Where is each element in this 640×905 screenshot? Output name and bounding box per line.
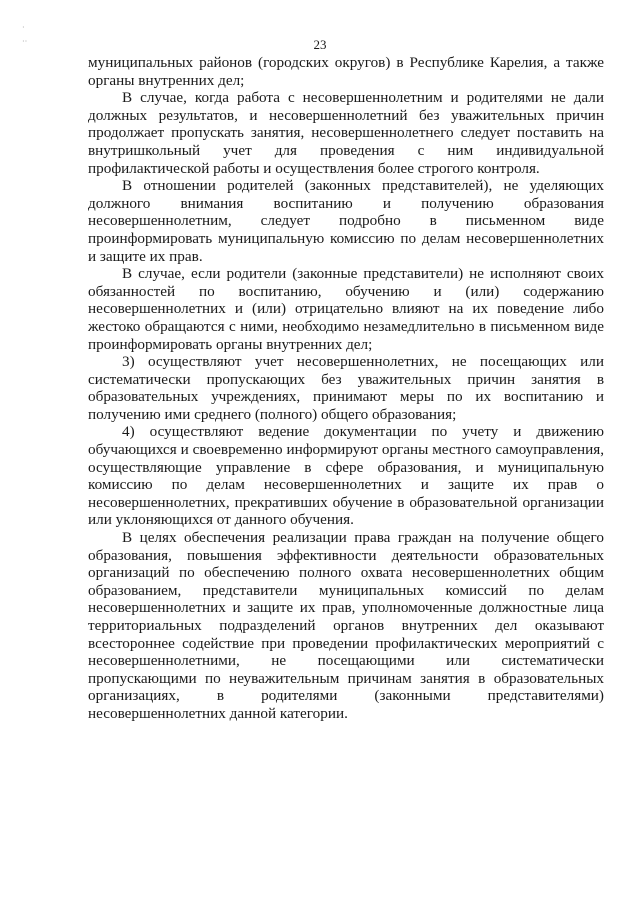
paragraph: В целях обеспечения реализации права граждан на получение общего образования, повышения эффективности деятельности образовательных организаций по обеспечению полного охвата несовершеннолетних общим образованием, представители муниципальных комиссий по делам несовершеннолетних и защите их прав, уполномоченные должностные лица территориальных подразделений органов внутренних дел оказывают всестороннее содействие при проведении профилактических мероприятий с несовершеннолетними, не посещающими или систематически пропускающими по неуважительным причинам занятия в образовательных организациях, в родителями (законными представителями) несовершеннолетних данной категории.	[88, 529, 604, 722]
page-number: 23	[313, 37, 327, 52]
paragraph-continuation: муниципальных районов (городских округов) в Республике Карелия, а также органы внутренних дел;	[88, 54, 604, 89]
paragraph: В случае, когда работа с несовершеннолетним и родителями не дали должных результатов, и несовершеннолетний без уважительных причин продолжает пропускать занятия, несовершеннолетнего следует поставить на внутришкольный учет для проведения с ним индивидуальной профилактической работы и осуществления более строгого контроля.	[88, 89, 604, 177]
scan-mark: ·	[22, 23, 25, 32]
paragraph: В отношении родителей (законных представителей), не уделяющих должного внимания воспитанию и получению образования несовершеннолетним, следует подробно в письменном виде проинформировать муниципальную комиссию по делам несовершеннолетних и защите их прав.	[88, 177, 604, 265]
scan-mark: ··	[22, 37, 28, 46]
list-item-3: 3) осуществляют учет несовершеннолетних, не посещающих или систематически пропускающих без уважительных причин занятия в образовательных учреждениях, принимают меры по их воспитанию и получению ими среднего (полного) общего образования;	[88, 353, 604, 423]
document-body	[88, 54, 604, 723]
list-item-4: 4) осуществляют ведение документации по учету и движению обучающихся и своевременно информируют органы местного самоуправления, осуществляющие управление в сфере образования, и муниципальную комиссию по делам несовершеннолетних и защите их прав о несовершеннолетних, прекративших обучение в образовательной организации или уклоняющихся от данного обучения.	[88, 423, 604, 529]
paragraph: В случае, если родители (законные представители) не исполняют своих обязанностей по воспитанию, обучению и (или) содержанию несовершеннолетних и (или) отрицательно влияют на их поведение либо жестоко обращаются с ними, необходимо незамедлительно в письменном виде проинформировать органы внутренних дел;	[88, 265, 604, 353]
